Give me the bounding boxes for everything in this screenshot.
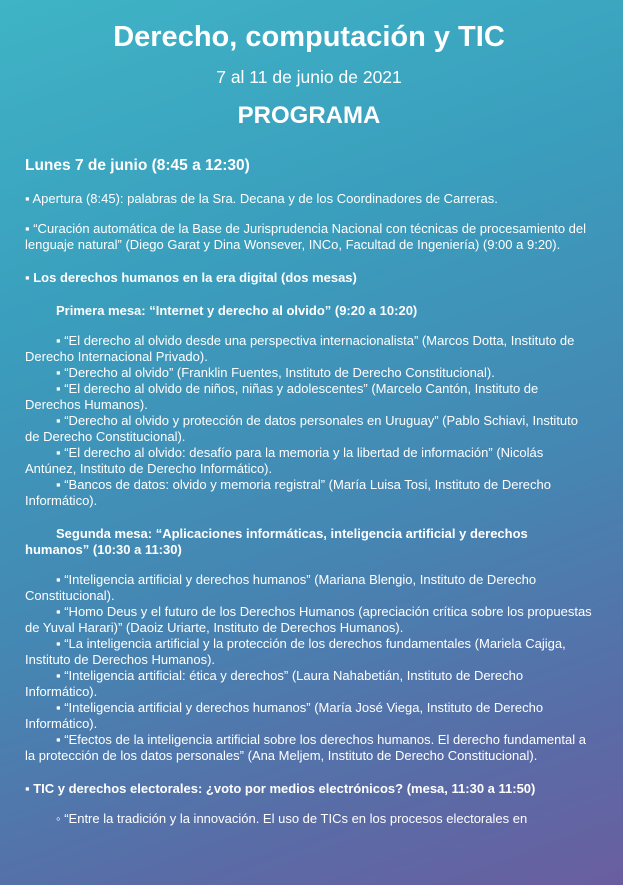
day-heading: Lunes 7 de junio (8:45 a 12:30) xyxy=(25,157,250,174)
list-item: ▪ “La inteligencia artificial y la protección de los derechos fundamentales (Mariela Cajiga, Instituto de Derechos Humanos). xyxy=(25,636,566,667)
list-item: ▪ “Bancos de datos: olvido y memoria registral” (María Luisa Tosi, Instituto de Derecho Informático). xyxy=(25,477,551,508)
mesa-2-list xyxy=(25,572,593,764)
mesa-2-title: Segunda mesa: “Aplicaciones informáticas, inteligencia artificial y derechos humanos” (10:30 a 11:30) xyxy=(25,526,528,557)
list-item: ▪ “El derecho al olvido: desafío para la memoria y la libertad de información” (Nicolás Antúnez, Instituto de Derecho Informático). xyxy=(25,445,544,476)
list-item: ▪ “Inteligencia artificial y derechos humanos” (Mariana Blengio, Instituto de Derecho Constitucional). xyxy=(25,572,537,603)
list-item: ▪ “El derecho al olvido desde una perspectiva internacionalista” (Marcos Dotta, Instituto de Derecho Internacional Privado). xyxy=(25,333,575,364)
apertura-item: ▪ Apertura (8:45): palabras de la Sra. Decana y de los Coordinadores de Carreras. xyxy=(25,191,498,206)
tic-electorales-list xyxy=(25,811,593,827)
mesa-1-title: Primera mesa: “Internet y derecho al olvido” (9:20 a 10:20) xyxy=(56,303,418,318)
list-item: ▪ “Inteligencia artificial y derechos humanos” (María José Viega, Instituto de Derecho Informático). xyxy=(25,700,544,731)
list-item: ▪ “Inteligencia artificial: ética y derechos” (Laura Nahabetián, Instituto de Derecho Informático). xyxy=(25,668,524,699)
list-item: ▪ “Homo Deus y el futuro de los Derechos Humanos (apreciación crítica sobre los propuestas de Yuval Harari)” (Daoiz Uriarte, Instituto de Derechos Humanos). xyxy=(25,604,592,635)
list-item: ◦ “Entre la tradición y la innovación. El uso de TICs en los procesos electorales en xyxy=(56,811,528,826)
section-derechos-humanos: ▪ Los derechos humanos en la era digital (dos mesas) xyxy=(25,270,357,285)
list-item: ▪ “Derecho al olvido” (Franklin Fuentes, Instituto de Derecho Constitucional). xyxy=(56,365,495,380)
list-item: ▪ “Derecho al olvido y protección de datos personales en Uruguay” (Pablo Schiavi, Instituto de Derecho Constitucional). xyxy=(25,413,578,444)
list-item: ▪ “Efectos de la inteligencia artificial sobre los derechos humanos. El derecho fundamental a la protección de los datos personales” (Ana Meljem, Instituto de Derecho Constitucional). xyxy=(25,732,586,763)
page-title: Derecho, computación y TIC xyxy=(113,21,505,53)
programa-heading: PROGRAMA xyxy=(237,102,381,129)
event-dates: 7 al 11 de junio de 2021 xyxy=(216,67,402,87)
list-item: ▪ “El derecho al olvido de niños, niñas y adolescentes” (Marcelo Cantón, Instituto de Derechos Humanos). xyxy=(25,381,539,412)
curacion-item: ▪ “Curación automática de la Base de Jurisprudencia Nacional con técnicas de procesamiento del lenguaje natural” (Diego Garat y Dina Wonsever, INCo, Facultad de Ingeniería) (9:00 a 9:20). xyxy=(25,221,587,252)
section-tic-electorales: ▪ TIC y derechos electorales: ¿voto por medios electrónicos? (mesa, 11:30 a 11:50) xyxy=(25,781,536,796)
mesa-1-list xyxy=(25,333,593,509)
